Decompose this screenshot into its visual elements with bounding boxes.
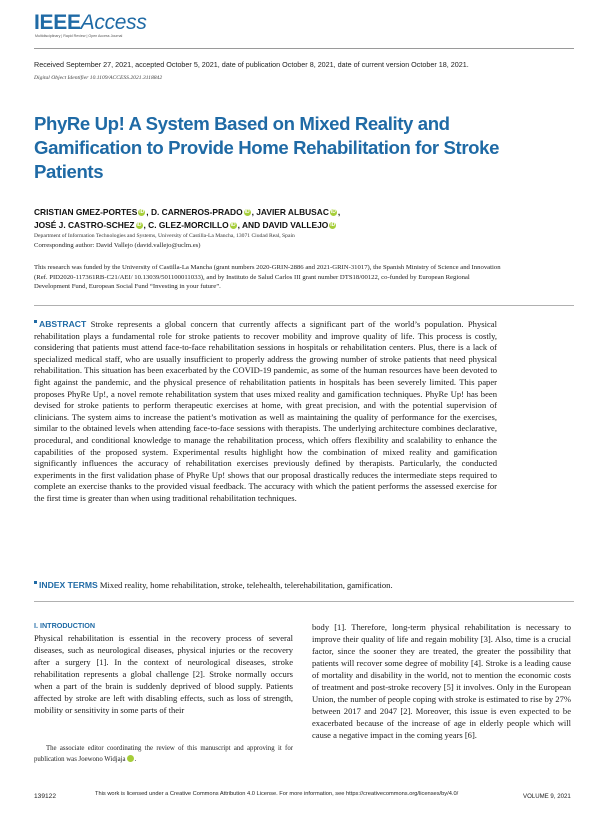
author-name: , JAVIER ALBUSAC xyxy=(251,207,329,217)
editor-note-text: The associate editor coordinating the review of this manuscript and approving it for publication was Joewono Widjaja xyxy=(34,745,293,764)
body-column-left xyxy=(34,621,293,716)
author-line-1 xyxy=(34,206,554,219)
editor-note: The associate editor coordinating the review of this manuscript and approving it for publication was Joewono Widjaja iD. xyxy=(34,745,293,764)
corresponding-author: Corresponding author: David Vallejo (david.vallejo@uclm.es) xyxy=(34,242,201,249)
abstract-heading: ABSTRACT xyxy=(39,319,87,329)
index-terms-text: Mixed reality, home rehabilitation, stroke, telehealth, telerehabilitation, gamification. xyxy=(99,580,393,590)
square-bullet-icon xyxy=(34,320,37,323)
author-name: CRISTIAN GMEZ-PORTES xyxy=(34,207,138,217)
license-notice[interactable]: This work is licensed under a Creative Commons Attribution 4.0 License. For more information, see https://creativecommons.org/licenses/by/4.0/ xyxy=(95,791,459,797)
author-line-2 xyxy=(34,219,554,232)
orcid-icon[interactable]: iD xyxy=(127,755,134,762)
intro-paragraph-left: Physical rehabilitation is essential in the recovery process of several diseases, such as neurological diseases, physical injuries or the recovery after a surgery [1]. In the context of neurological diseases, stroke rehabilitation represents a global challenge [2]. Stroke normally occurs when a part of the brain is suddenly deprived of blood supply. Patients affected by stroke are left with disabling effects, such as loss of strength, mobility or sensitivity in some parts of their xyxy=(34,633,293,716)
square-bullet-icon xyxy=(34,581,37,584)
author-name: , D. CARNEROS-PRADO xyxy=(146,207,243,217)
index-terms-heading: INDEX TERMS xyxy=(39,580,98,590)
header-divider xyxy=(34,48,574,49)
author-name: JOSÉ J. CASTRO-SCHEZ xyxy=(34,219,135,230)
doi[interactable]: Digital Object Identifier 10.1109/ACCESS.2021.3118842 xyxy=(34,75,163,81)
paper-title: PhyRe Up! A System Based on Mixed Reality and Gamification to Provide Home Rehabilitation for Stroke Patients xyxy=(34,113,500,182)
publication-dates: Received September 27, 2021, accepted October 5, 2021, date of publication October 8, 2021, date of current version October 18, 2021. xyxy=(34,60,469,69)
abstract-divider xyxy=(34,305,574,306)
logo-ieee: IEEE xyxy=(34,11,81,34)
index-terms xyxy=(34,580,504,592)
orcid-icon[interactable]: iD xyxy=(330,209,336,215)
orcid-icon[interactable]: iD xyxy=(136,221,142,228)
volume-label: VOLUME 9, 2021 xyxy=(523,793,571,800)
orcid-icon[interactable]: iD xyxy=(230,221,236,228)
logo-tagline: Multidisciplinary | Rapid Review | Open Access Journal xyxy=(35,34,123,38)
author-list xyxy=(34,206,554,231)
orcid-icon[interactable]: iD xyxy=(330,221,336,228)
section-heading: I. INTRODUCTION xyxy=(34,621,96,630)
orcid-icon[interactable]: iD xyxy=(244,209,250,215)
journal-logo xyxy=(34,12,147,34)
orcid-icon[interactable]: iD xyxy=(139,209,145,215)
intro-paragraph-right: body [1]. Therefore, long-term physical rehabilitation is necessary to improve their quality of life and regain mobility [3]. Also, time is a crucial factor, since the sooner they are treated, the greater the possibility that patients will recover some degree of mobility [4]. Stroke is a leading cause of mortality and disability in the world, not to mention the economic costs of treatment and post-stroke recovery [5] it involves. Only in the European Union, the number of people coping with stroke is estimated to rise by 27% between 2017 and 2047 [2]. Moreover, this issue is even expected to be exacerbated because of the increase of age in elderly people which will cause a negative impact in the coming years [6]. xyxy=(312,622,571,741)
funding-statement: This research was funded by the University of Castilla-La Mancha (grant numbers 2020-GRIN-2886 and 2021-GRIN-31017), the Spanish Ministry of Science and Innovation (Ref. PID2020-117361RB-C21/AEI/ 10.13039/501100011033), and by Instituto de Salud Carlos III grant number DTS18/00122, co-funded by European Regional Development Fund, European Social Fund “Investing in your future”. xyxy=(34,264,501,291)
abstract xyxy=(34,319,497,505)
author-name: , C. GLEZ-MORCILLO xyxy=(143,219,229,230)
author-name: , AND DAVID VALLEJO xyxy=(237,219,329,230)
abstract-text: Stroke represents a global concern that currently affects a significant part of the world’s population. Physical rehabilitation plays a fundamental role for stroke patients to recover mobility and improve quality of life. This process is costly, considering that patients must attend face-to-face rehabilitation sessions in hospitals or rehabilitation centers. Plus, there is a lack of specialized medical staff, who are usually insufficient to properly address the growing number of stroke patients that need physical rehabilitation. This situation has been exacerbated by the COVID-19 pandemic, as some of the human resources have been devoted to fight against the pandemic, and the physical presence of rehabilitation patients in hospitals has been severely limited. This paper proposes PhyRe Up!, a novel remote rehabilitation system that uses mixed reality and gamification techniques. PhyRe Up! has been devised for stroke patients to perform therapeutic exercises at home, with great precision, and with the potential supervision of clinicians. The system aims to increase the patient’s motivation as well as maintaining the quality of performance for the exercises, similar to the obtained levels when attending face-to-face sessions with therapists. The underlying architecture combines declarative, procedural, and conditional knowledge to manage the rehabilitation process, which offers flexibility and scalability to enhance the capabilities of the proposed system. Experimental results highlight how the combination of mixed reality and gamification significantly influences the accuracy of rehabilitation exercises previously defined by therapists. Particularly, the conducted experiments in the first validation phase of PhyRe Up! shows that our proposal drastically reduces the intermediate steps required to complete an exercise thanks to the provided visual feedback. The accuracy with which the patient performs the assessed exercise for the first time is greater than when using traditional rehabilitation techniques. xyxy=(34,319,497,503)
affiliation: Department of Information Technologies and Systems, University of Castilla-La Mancha, 13071 Ciudad Real, Spain xyxy=(34,233,295,239)
page-number: 139122 xyxy=(34,793,57,800)
body-divider xyxy=(34,601,574,602)
body-column-right xyxy=(312,621,571,741)
logo-access: Access xyxy=(80,11,147,34)
author-separator: , xyxy=(337,207,341,217)
